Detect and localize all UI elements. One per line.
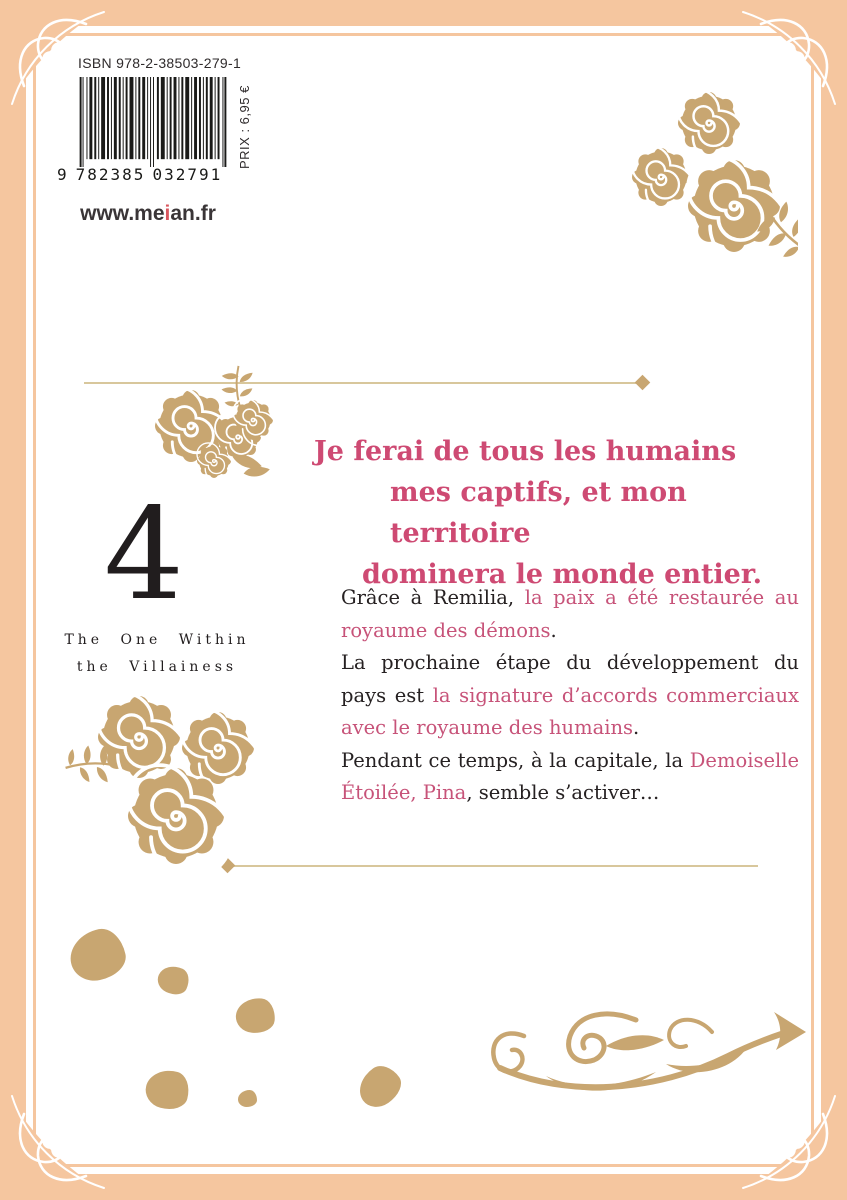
corner-flourish-ornament — [0, 0, 128, 128]
barcode-digits-group2: 032791 — [152, 165, 223, 184]
barcode-digits-group1: 782385 — [75, 165, 146, 184]
tagline-line2: mes captifs, et mon territoire — [390, 477, 687, 549]
bottom-divider-line — [228, 865, 758, 867]
synopsis-paragraph — [341, 745, 799, 810]
corner-flourish-ornament — [0, 1072, 128, 1200]
petal-icon — [154, 961, 194, 999]
corner-flourish-ornament — [719, 0, 847, 128]
website-accent-letter: i — [164, 202, 171, 225]
synopsis-text: Pendant ce temps, à la capitale, la — [341, 748, 690, 772]
synopsis-highlight: la signature d’accords commerciaux avec le royaume des humains — [341, 683, 800, 739]
scroll-flourish-ornament — [486, 1006, 806, 1106]
tagline — [300, 431, 790, 595]
publisher-website — [58, 202, 238, 226]
synopsis-paragraph — [341, 647, 799, 745]
synopsis-text: La prochaine étape du développement du pays est — [341, 651, 799, 707]
volume-number: 4 — [103, 481, 185, 628]
series-title — [52, 627, 262, 681]
tagline-line3: dominera le monde entier. — [362, 559, 763, 590]
synopsis-paragraph — [341, 582, 799, 647]
tagline-line1: Je ferai de tous les humains — [314, 436, 737, 467]
petal-icon — [238, 1090, 257, 1107]
rose-ornament-mid-left — [133, 362, 273, 480]
petal-icon — [65, 925, 129, 985]
price-label: PRIX : 6,95 € — [237, 85, 252, 169]
synopsis-text: . — [633, 716, 640, 739]
synopsis-highlight: la paix a été restaurée au royaume des démons — [341, 586, 799, 642]
petal-icon — [351, 1059, 407, 1114]
top-divider-diamond-icon — [635, 375, 651, 391]
website-suffix: an.fr — [170, 202, 216, 225]
petal-icon — [142, 1065, 194, 1114]
series-title-line1: The One Within — [64, 632, 250, 648]
synopsis-text: Grâce à Remilia, — [341, 586, 525, 609]
rose-ornament-lower-left — [58, 690, 263, 880]
series-title-line2: the Villainess — [76, 659, 238, 675]
synopsis-highlight: Demoiselle Étoilée, Pina — [341, 748, 799, 804]
petal-icon — [235, 996, 277, 1034]
synopsis-text: . — [550, 618, 557, 642]
synopsis — [341, 582, 799, 810]
website-prefix: www.me — [80, 202, 165, 225]
synopsis-text: , semble s’activer… — [466, 781, 660, 804]
isbn-label: ISBN 978-2-38503-279-1 — [78, 55, 242, 71]
barcode-digit-lead: 9 — [57, 165, 67, 184]
barcode-digits — [57, 165, 233, 184]
